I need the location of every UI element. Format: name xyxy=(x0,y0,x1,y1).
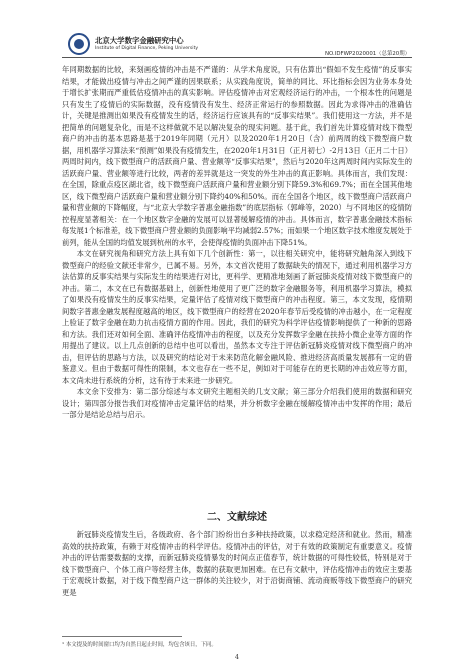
section-body xyxy=(62,529,412,598)
paper-number: NO.IDFWP2020001（总第20期） xyxy=(324,51,410,57)
pku-logo-icon xyxy=(68,33,90,55)
institute-name-en: Institute of Digital Finance, Peking University xyxy=(95,46,199,51)
footnote-divider xyxy=(62,636,182,637)
body-text xyxy=(62,64,412,421)
footnote: ¹ 本文提及的时间窗口均为自然日起止时间，均包含该日，下同。 xyxy=(62,642,217,648)
section-heading: 二、文献综述 xyxy=(207,512,267,523)
paragraph: 年同期数据的比较，来刻画疫情的冲击是不严谨的：从学术角度说，只有估算出“假如不发生疫情”的反事实结果，才能做出疫情与冲击之间严谨的因果联系；从实践角度说，简单的同比、环比指标会因为业务本身处于增长扩张期而严重低估疫情冲击的真实影响。评估疫情冲击对宏观经济运行的冲击，一个根本性的问题是只有发生了疫情后的实际数据，没有疫情没有发生、经济正常运行的参照数据。因此为求得冲击的准确估计，关键是推测出如果没有疫情发生的话，经济运行应该具有的“反事实结果”。我们使用这一方法，并不是把简单的问题复杂化，而是不这样做就不足以解决复杂的现实问题。基于此，我们首先计算疫情对线下微型商户的冲击的基本思路是基于2019年同期（元月）以及2020年1月20日（含）前两周的线下微型商户数据，用机器学习算法来“预测”如果没有疫情发生，在2020年1月31日（正月初七）-2月13日（正月二十日）两周时间内，线下微型商户的活跃商户量、营业额等“反事实结果”，然后与2020年这两周时间内实际发生的活跃商户量、营业额等进行比较，两者的差异就是这一突发的外生冲击的真正影响。具体而言，我们发现：在全国，除重点疫区湖北省，线下微型商户活跃商户量和营业额分别下降59.3%和69.7%；而在全国其他地区，线下微型商户活跃商户量和营业额分别下降约40%和50%。而在全国各个地区，线下微型商户活跃商户量和营业额的下降幅度，与“北京大学数字普惠金融指数”的底层指标（郭峰等，2020）与不同地区的疫情防控程度显著相关：在一个地区数字金融的发展可以显著缓解疫情的冲击。具体而言，数字普惠金融技术指标每发展1个标准差，线下微型商户营业额的负面影响平均减弱2.57%；而如果一个地区数字技术维度发展处于前列，能从全国的均值发展到杭州的水平，会使得疫情的负面冲击下降51%。 xyxy=(62,65,412,247)
page-number: 4 xyxy=(234,653,240,661)
paragraph: 本文在研究视角和研究方法上具有如下几个创新性：第一，以往相关研究中，能将研究触角深入到线下微型商户的经验文献还非常少，已属不易。另外，本文首次使用了数据缺失的情况下，通过利用机器学习方法估算的反事实结果与实际发生的结果进行对比，更科学、更精准地刻画了新冠肺炎疫情对线下微型商户的冲击。第二，本文在已有数据基础上，创新性地使用了更广泛的数字金融服务等，利用机器学习算法，模拟了如果没有疫情发生的反事实结果，定量评估了疫情对线下微型商户的冲击程度。第三，本文发现，疫情期间数字普惠金融发展程度越高的地区，线下微型商户的经营在2020年春节后受疫情的冲击越小，在一定程度上验证了数字金融在助力抗击疫情方面的作用。因此，我们的研究为科学评估疫情影响提供了一种新的思路和方法。我们还对如何全面、准确评估疫情冲击的程度，以及充分发挥数字金融在扶持小微企业等方面的作用提出了建议。以上几点创新的总结中也可以看出，虽然本文专注于评估新冠肺炎疫情对线下微型商户的冲击，但评估的思路与方法，以及研究的结论对于未来防范化解金融风险、推进经济高质量发展都有一定的借鉴意义。但由于数据可得性的限制，本文也存在一些不足，例如对于可能存在的更长期的冲击效应等方面，本文尚未进行系统的分析，这有待于未来进一步研究。 xyxy=(62,249,412,385)
institute-name-cn: 北京大学数字金融研究中心 xyxy=(95,36,184,45)
paragraph: 新冠肺炎疫情发生后，各级政府、各个部门纷纷出台多种扶持政策，以求稳定经济和就业。然而，精准高效的扶持政策，有赖于对疫情冲击的科学评估。疫情冲击的评估，对于有效的政策制定有重要意义。疫情冲击的评估需要数据的支撑，而新冠肺炎疫情暴发的时间点正值春节，统计数据的可得性较低，特别是对于线下微型商户、个体工商户等经营主体，数据的获取更加困难。在已有文献中，评估疫情冲击的效应主要基于宏观统计数据，对于线下微型商户这一群体的关注较少，对于沿街商铺、流动商贩等线下微型商户的研究更是 xyxy=(62,530,412,597)
paragraph: 本文余下安排为：第二部分综述与本文研究主题相关的几支文献；第三部分介绍我们使用的数据和研究设计；第四部分报告我们对疫情冲击定量评估的结果，并分析数字金融在缓解疫情冲击中发挥的作用；最后一部分是结论总结与启示。 xyxy=(62,387,412,419)
header-divider xyxy=(62,57,412,58)
